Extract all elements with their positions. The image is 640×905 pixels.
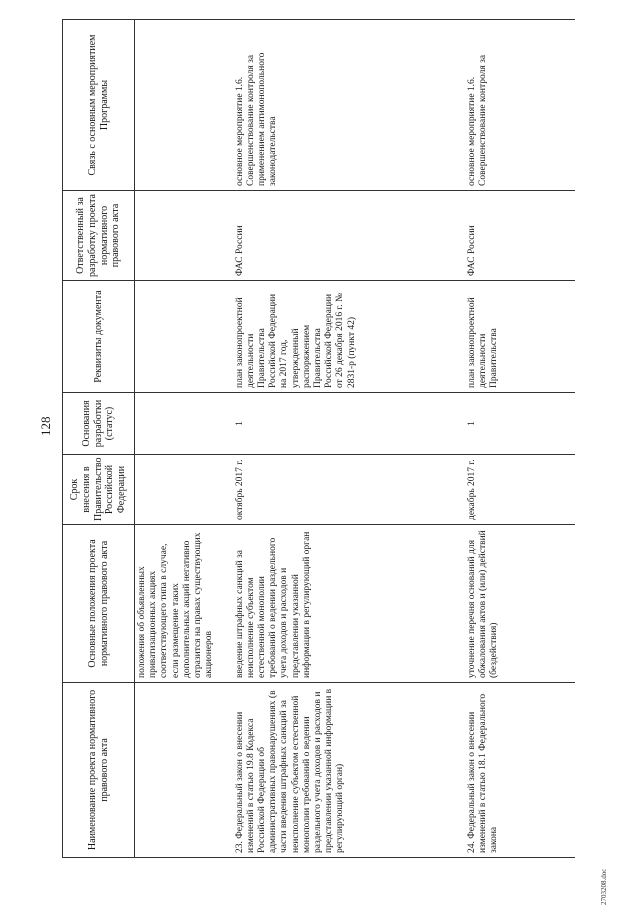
cell-name	[135, 683, 233, 858]
cell-provisions: введение штрафных санкций за неисполнение субъектом естественной монополии требований о ведении раздельного учета доходов и расходов и представлении указанной информации в регулирующий орган	[233, 525, 465, 683]
page-number: 128	[38, 416, 53, 436]
cell-basis: 1	[233, 393, 465, 455]
cell-name	[465, 683, 575, 858]
program-acts-table	[62, 19, 575, 858]
act-name: Федеральный закон о внесении изменений в статью 18.1 Федерального закона	[466, 693, 499, 853]
table-row	[233, 20, 465, 858]
header-deadline: Срок внесения в Правительство Российской Федерации	[63, 455, 135, 525]
cell-deadline: октябрь 2017 г.	[233, 455, 465, 525]
cell-responsible	[135, 191, 233, 281]
act-name: Федеральный закон о внесении изменений в статью 19.8 Кодекса Российской Федерации об административных правонарушениях (в части введения штрафных санкций за неисполнение субъектом естественной монополии требований о ведении раздельного учета доходов и расходов и представлении указанной информации в регулирующий орган)	[234, 688, 346, 853]
cell-requisites	[135, 281, 233, 393]
header-responsible: Ответственный за разработку проекта нормативного правового акта	[63, 191, 135, 281]
cell-link: основное мероприятие 1.6. Совершенствование контроля за	[465, 20, 575, 191]
header-name: Наименование проекта нормативного правового акта	[63, 683, 135, 858]
cell-deadline: декабрь 2017 г.	[465, 455, 575, 525]
row-number: 24.	[466, 841, 477, 853]
cell-responsible: ФАС России	[233, 191, 465, 281]
cell-provisions: положения об объявленных приватизационных акциях соответствующего типа в случае, если размещение таких дополнительных акций негативно отразится на правах существующих акционеров	[135, 525, 233, 683]
header-basis: Основания разработки (статус)	[63, 393, 135, 455]
document-footer-code: 2703208.doc	[600, 868, 608, 905]
cell-requisites: план законопроектной деятельности Правительства Российской Федерации на 2017 год, утвержденный распоряжением Правительства Российской Федерации от 26 декабря 2016 г. № 2831-р (пункт 42)	[233, 281, 465, 393]
table-header-row	[63, 20, 135, 858]
rotated-table-container	[62, 20, 582, 858]
cell-name	[233, 683, 465, 858]
cell-link: основное мероприятие 1.6. Совершенствование контроля за применением антимонопольного законодательства	[233, 20, 465, 191]
table-row	[465, 20, 575, 858]
cell-requisites: план законопроектной деятельности Правительства	[465, 281, 575, 393]
header-link: Связь с основным мероприятием Программы	[63, 20, 135, 191]
cell-responsible: ФАС России	[465, 191, 575, 281]
row-number: 23.	[234, 841, 245, 853]
cell-deadline	[135, 455, 233, 525]
cell-provisions: уточнение перечня оснований для обжалования актов и (или) действий (бездействия)	[465, 525, 575, 683]
header-provisions: Основные положения проекта нормативного правового акта	[63, 525, 135, 683]
cell-basis: 1	[465, 393, 575, 455]
cell-basis	[135, 393, 233, 455]
cell-link	[135, 20, 233, 191]
header-requisites: Реквизиты документа	[63, 281, 135, 393]
table-row-continuation	[135, 20, 233, 858]
